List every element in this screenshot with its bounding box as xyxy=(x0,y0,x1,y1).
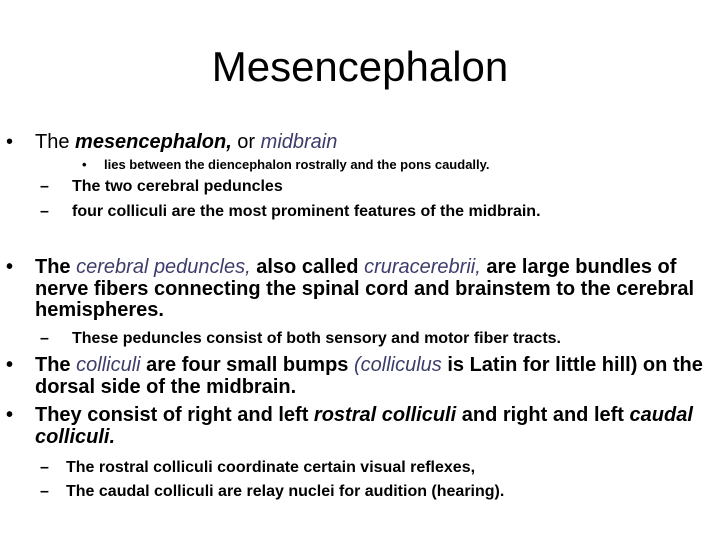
bullet-cerebral-peduncles xyxy=(35,257,705,322)
text-run: also called xyxy=(250,256,365,278)
bullet-rostral-caudal xyxy=(35,405,715,448)
term-caudal-colliculi: caudal colliculi. xyxy=(35,404,693,448)
bullet-mesencephalon xyxy=(35,130,705,154)
slide-title: Mesencephalon xyxy=(211,43,509,90)
dash-marker: – xyxy=(40,483,49,500)
bullet-marker: • xyxy=(6,131,14,153)
dash-item-caudal: The caudal colliculi are relay nuclei for audition (hearing). xyxy=(66,483,505,500)
text-run: is Latin for little hill) on the dorsal side of the midbrain. xyxy=(35,354,703,398)
term-midbrain: midbrain xyxy=(260,131,338,153)
dash-item-colliculi: four colliculi are the most prominent features of the midbrain. xyxy=(72,203,541,220)
bullet-marker: • xyxy=(6,404,14,426)
term-colliculi: colliculi xyxy=(76,354,141,376)
dash-marker: – xyxy=(40,203,49,220)
dash-marker: – xyxy=(40,178,49,195)
bullet-marker: • xyxy=(6,256,14,278)
text-run: or xyxy=(231,131,261,153)
term-rostral-colliculi: rostral colliculi xyxy=(313,404,457,426)
dash-marker: – xyxy=(40,330,49,347)
sub-bullet-location: lies between the diencephalon rostrally and the pons caudally. xyxy=(104,157,490,172)
term-mesencephalon: mesencephalon, xyxy=(75,131,232,153)
dash-item-fiber-tracts: These peduncles consist of both sensory and motor fiber tracts. xyxy=(72,330,561,347)
text-run: The xyxy=(35,131,76,153)
text-run: are large bundles of nerve fibers connecting the spinal cord and brainstem to the cerebral hemispheres. xyxy=(35,256,695,321)
text-run: The xyxy=(35,354,77,376)
dash-item-rostral: The rostral colliculi coordinate certain visual reflexes, xyxy=(66,459,476,476)
text-run: They consist of right and left xyxy=(35,404,314,426)
text-run: and right and left xyxy=(456,404,630,426)
term-cruracerebrii: cruracerebrii, xyxy=(364,256,481,278)
bullet-colliculi xyxy=(35,355,720,398)
text-run: are four small bumps xyxy=(140,354,354,376)
term-cerebral-peduncles: cerebral peduncles, xyxy=(76,256,251,278)
dash-item-peduncles: The two cerebral peduncles xyxy=(72,178,283,195)
dash-marker: – xyxy=(40,459,49,476)
bullet-marker: • xyxy=(6,354,14,376)
bullet-marker: • xyxy=(82,157,87,172)
text-run: The xyxy=(35,256,77,278)
term-colliculus: (colliculus xyxy=(353,354,442,376)
